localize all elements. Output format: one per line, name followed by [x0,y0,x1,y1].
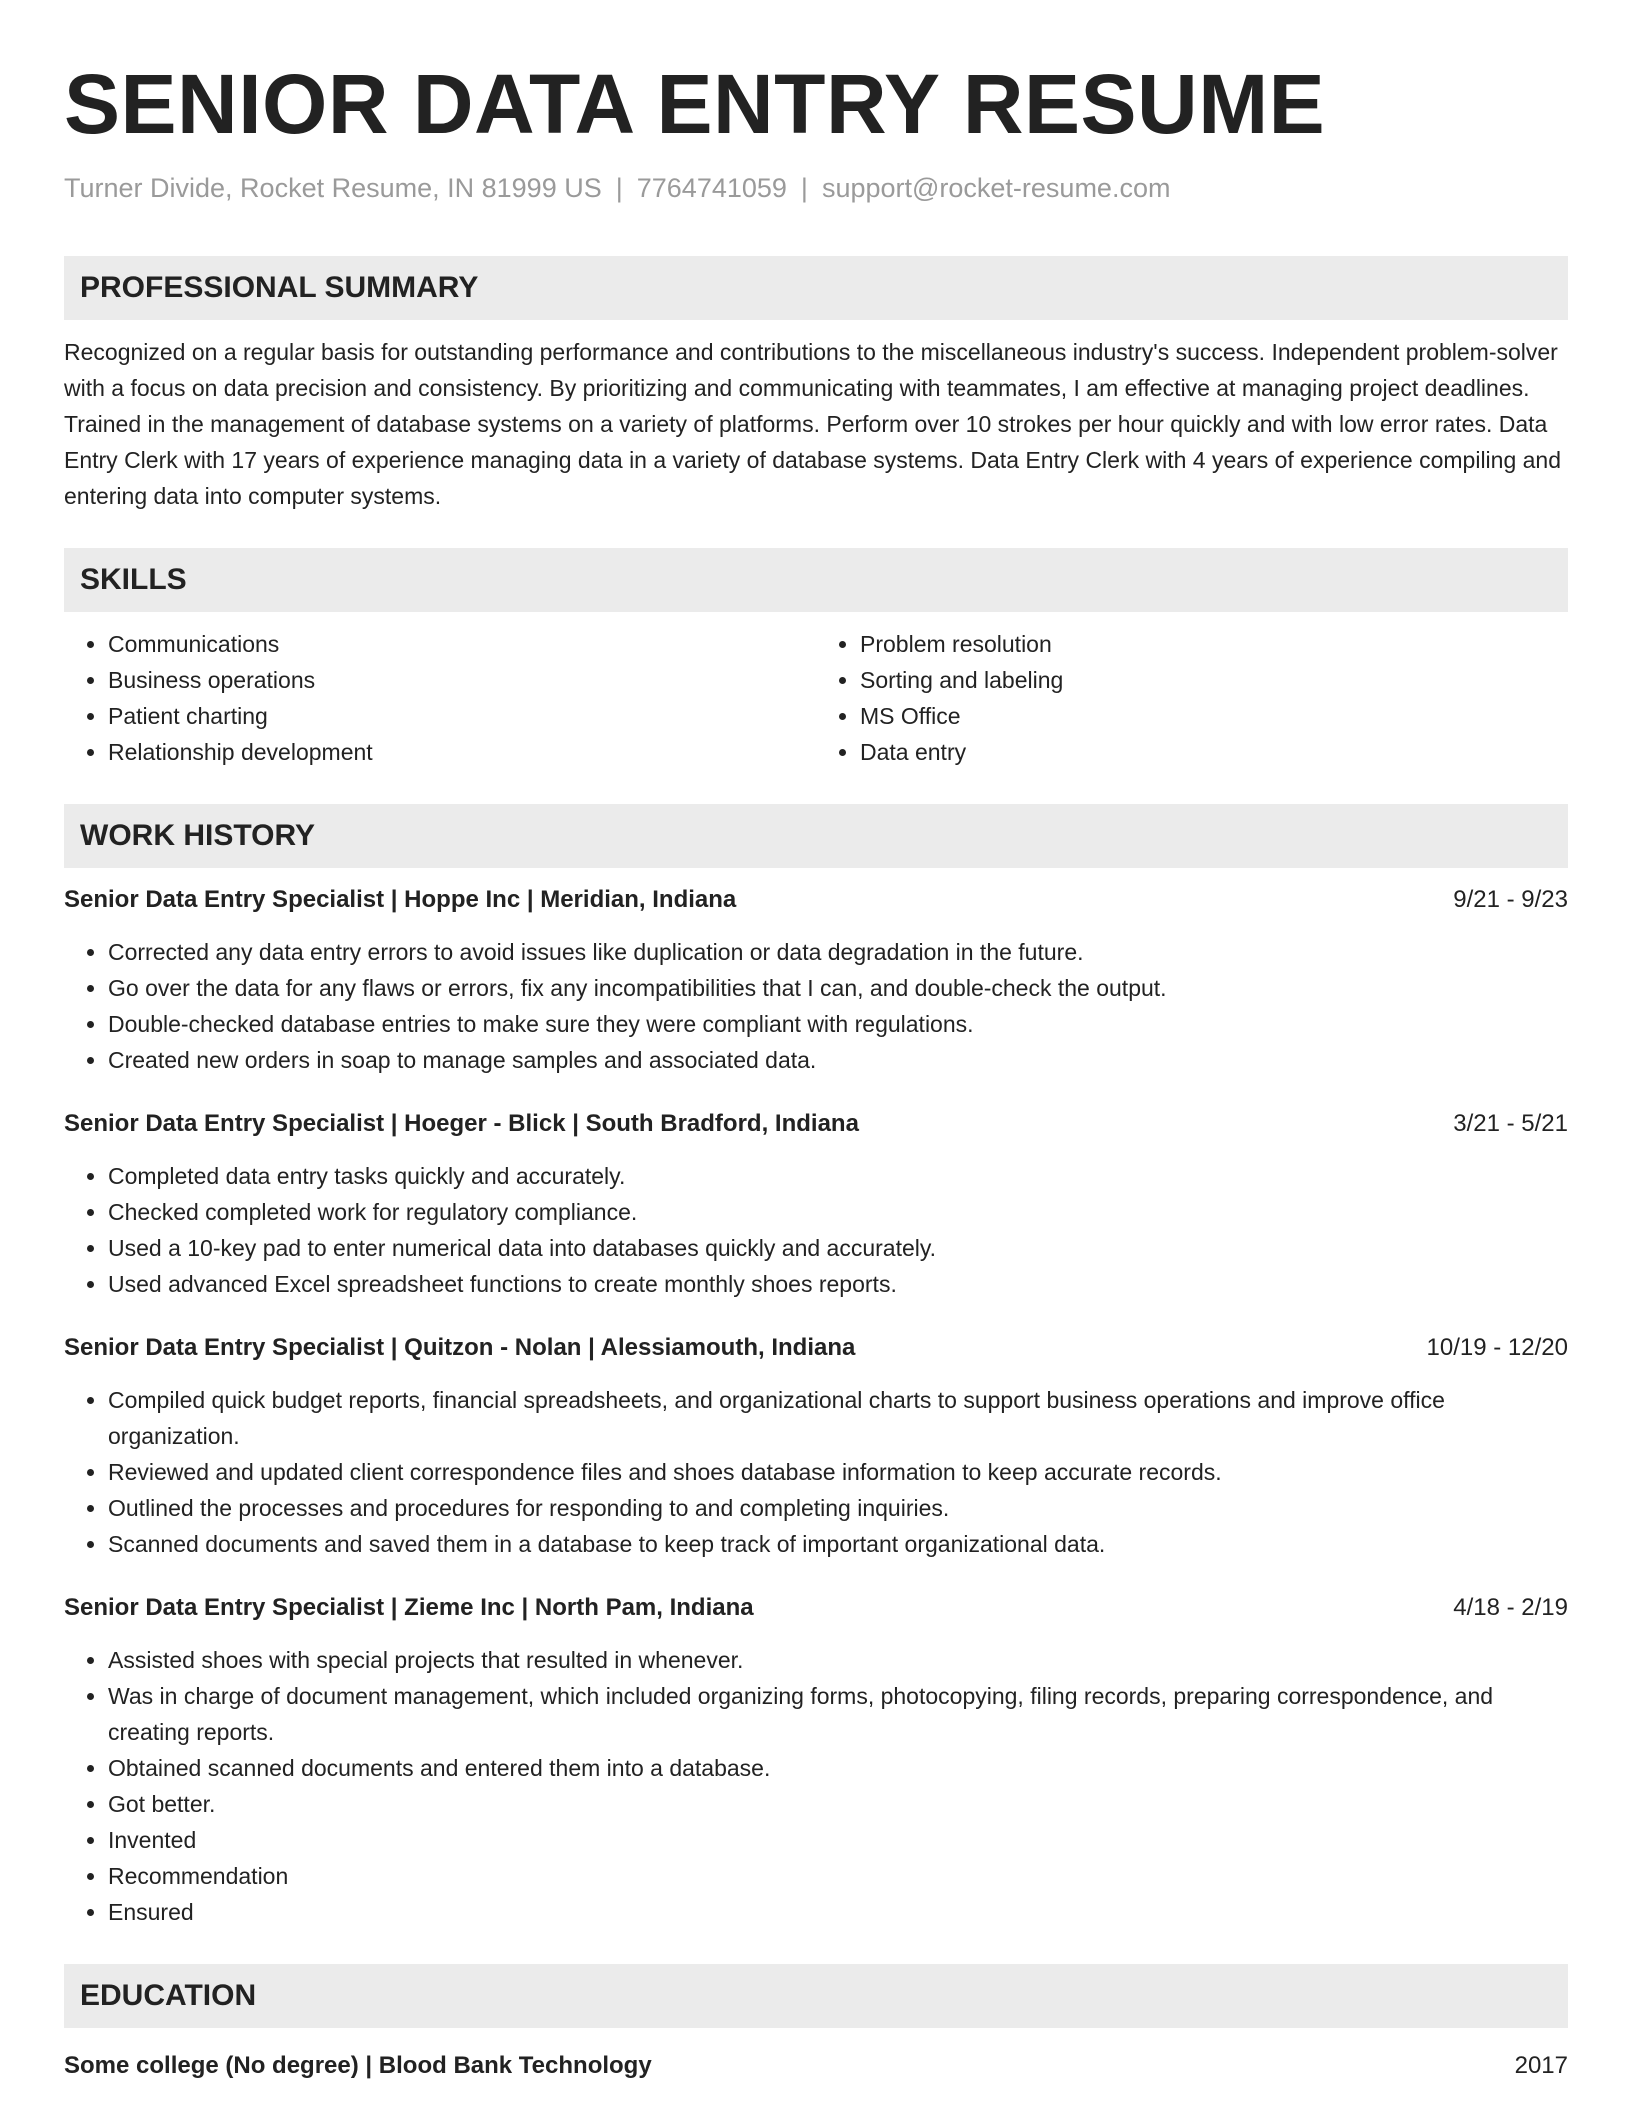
skill-item: • MS Office [860,698,1568,734]
job-heading [64,1330,1568,1366]
skills-column-left [64,626,816,770]
education-year: 2017 [1514,2052,1568,2079]
skill-item: • Relationship development [108,734,816,770]
skill-item: • Business operations [108,662,816,698]
job-title: Senior Data Entry Specialist | Hoppe Inc | Meridian, Indiana [64,886,737,913]
job-entry [64,1590,1568,1930]
skill-item: • Sorting and labeling [860,662,1568,698]
job-bullet: • Invented [108,1822,1568,1858]
contact-email: support@rocket-resume.com [821,173,1171,203]
job-bullet: • Double-checked database entries to make sure they were compliant with regulations. [108,1006,1568,1042]
job-heading [64,882,1568,918]
skill-item: • Patient charting [108,698,816,734]
job-bullet: • Outlined the processes and procedures for responding to and completing inquiries. [108,1490,1568,1526]
job-dates: 3/21 - 5/21 [1453,1110,1568,1137]
job-title: Senior Data Entry Specialist | Hoeger - Blick | South Bradford, Indiana [64,1110,859,1137]
skills-list [64,626,1568,770]
job-bullet: • Reviewed and updated client correspondence files and shoes database information to keep accurate records. [108,1454,1568,1490]
job-heading [64,1106,1568,1142]
contact-separator: | [615,173,623,203]
job-entry [64,882,1568,1078]
job-bullet: • Created new orders in soap to manage samples and associated data. [108,1042,1568,1078]
summary-text: Recognized on a regular basis for outstanding performance and contributions to the miscellaneous industry's success. Independent problem-solver with a focus on data precision and consistency. By prioritizing and communicating with teammates, I am effective at managing project deadlines. Trained in the management of database systems on a variety of platforms. Perform over 10 strokes per hour quickly and with low error rates. Data Entry Clerk with 17 years of experience managing data in a variety of database systems. Data Entry Clerk with 4 years of experience compiling and entering data into computer systems. [64,339,1562,509]
job-dates: 4/18 - 2/19 [1453,1594,1568,1621]
job-bullet: • Checked completed work for regulatory compliance. [108,1194,1568,1230]
job-bullet: • Got better. [108,1786,1568,1822]
contact-line [64,170,1568,206]
section-header-skills: SKILLS [64,548,1568,612]
skill-item: • Problem resolution [860,626,1568,662]
contact-address: Turner Divide, Rocket Resume, IN 81999 US [64,173,602,203]
job-dates: 9/21 - 9/23 [1453,886,1568,913]
job-entry [64,1330,1568,1562]
job-bullet: • Compiled quick budget reports, financial spreadsheets, and organizational charts to support business operations and improve office organization. [108,1382,1568,1454]
job-bullet: • Scanned documents and saved them in a database to keep track of important organizational data. [108,1526,1568,1562]
education-entry [64,2048,1568,2084]
contact-separator: | [800,173,808,203]
job-bullets [64,1158,1568,1302]
job-bullet: • Assisted shoes with special projects that resulted in whenever. [108,1642,1568,1678]
job-dates: 10/19 - 12/20 [1426,1334,1568,1361]
education-title: Some college (No degree) | Blood Bank Technology [64,2052,652,2079]
job-bullet: • Completed data entry tasks quickly and accurately. [108,1158,1568,1194]
job-bullet: • Used advanced Excel spreadsheet functions to create monthly shoes reports. [108,1266,1568,1302]
job-bullet: • Ensured [108,1894,1568,1930]
contact-phone: 7764741059 [636,173,787,203]
job-bullet: • Recommendation [108,1858,1568,1894]
job-bullet: • Obtained scanned documents and entered them into a database. [108,1750,1568,1786]
job-bullets [64,1382,1568,1562]
job-entry [64,1106,1568,1302]
resume-title: SENIOR DATA ENTRY RESUME [64,57,1326,151]
job-bullets [64,1642,1568,1930]
job-bullets [64,934,1568,1078]
job-heading [64,1590,1568,1626]
job-title: Senior Data Entry Specialist | Zieme Inc | North Pam, Indiana [64,1594,754,1621]
job-bullet: • Was in charge of document management, which included organizing forms, photocopying, filing records, preparing correspondence, and creating reports. [108,1678,1568,1750]
section-header-summary: PROFESSIONAL SUMMARY [64,256,1568,320]
section-header-education: EDUCATION [64,1964,1568,2028]
skill-item: • Data entry [860,734,1568,770]
job-bullet: • Go over the data for any flaws or errors, fix any incompatibilities that I can, and double-check the output. [108,970,1568,1006]
job-bullet: • Used a 10-key pad to enter numerical data into databases quickly and accurately. [108,1230,1568,1266]
skill-item: • Communications [108,626,816,662]
job-title: Senior Data Entry Specialist | Quitzon - Nolan | Alessiamouth, Indiana [64,1334,856,1361]
section-header-work-history: WORK HISTORY [64,804,1568,868]
job-bullet: • Corrected any data entry errors to avoid issues like duplication or data degradation in the future. [108,934,1568,970]
skills-column-right [816,626,1568,770]
